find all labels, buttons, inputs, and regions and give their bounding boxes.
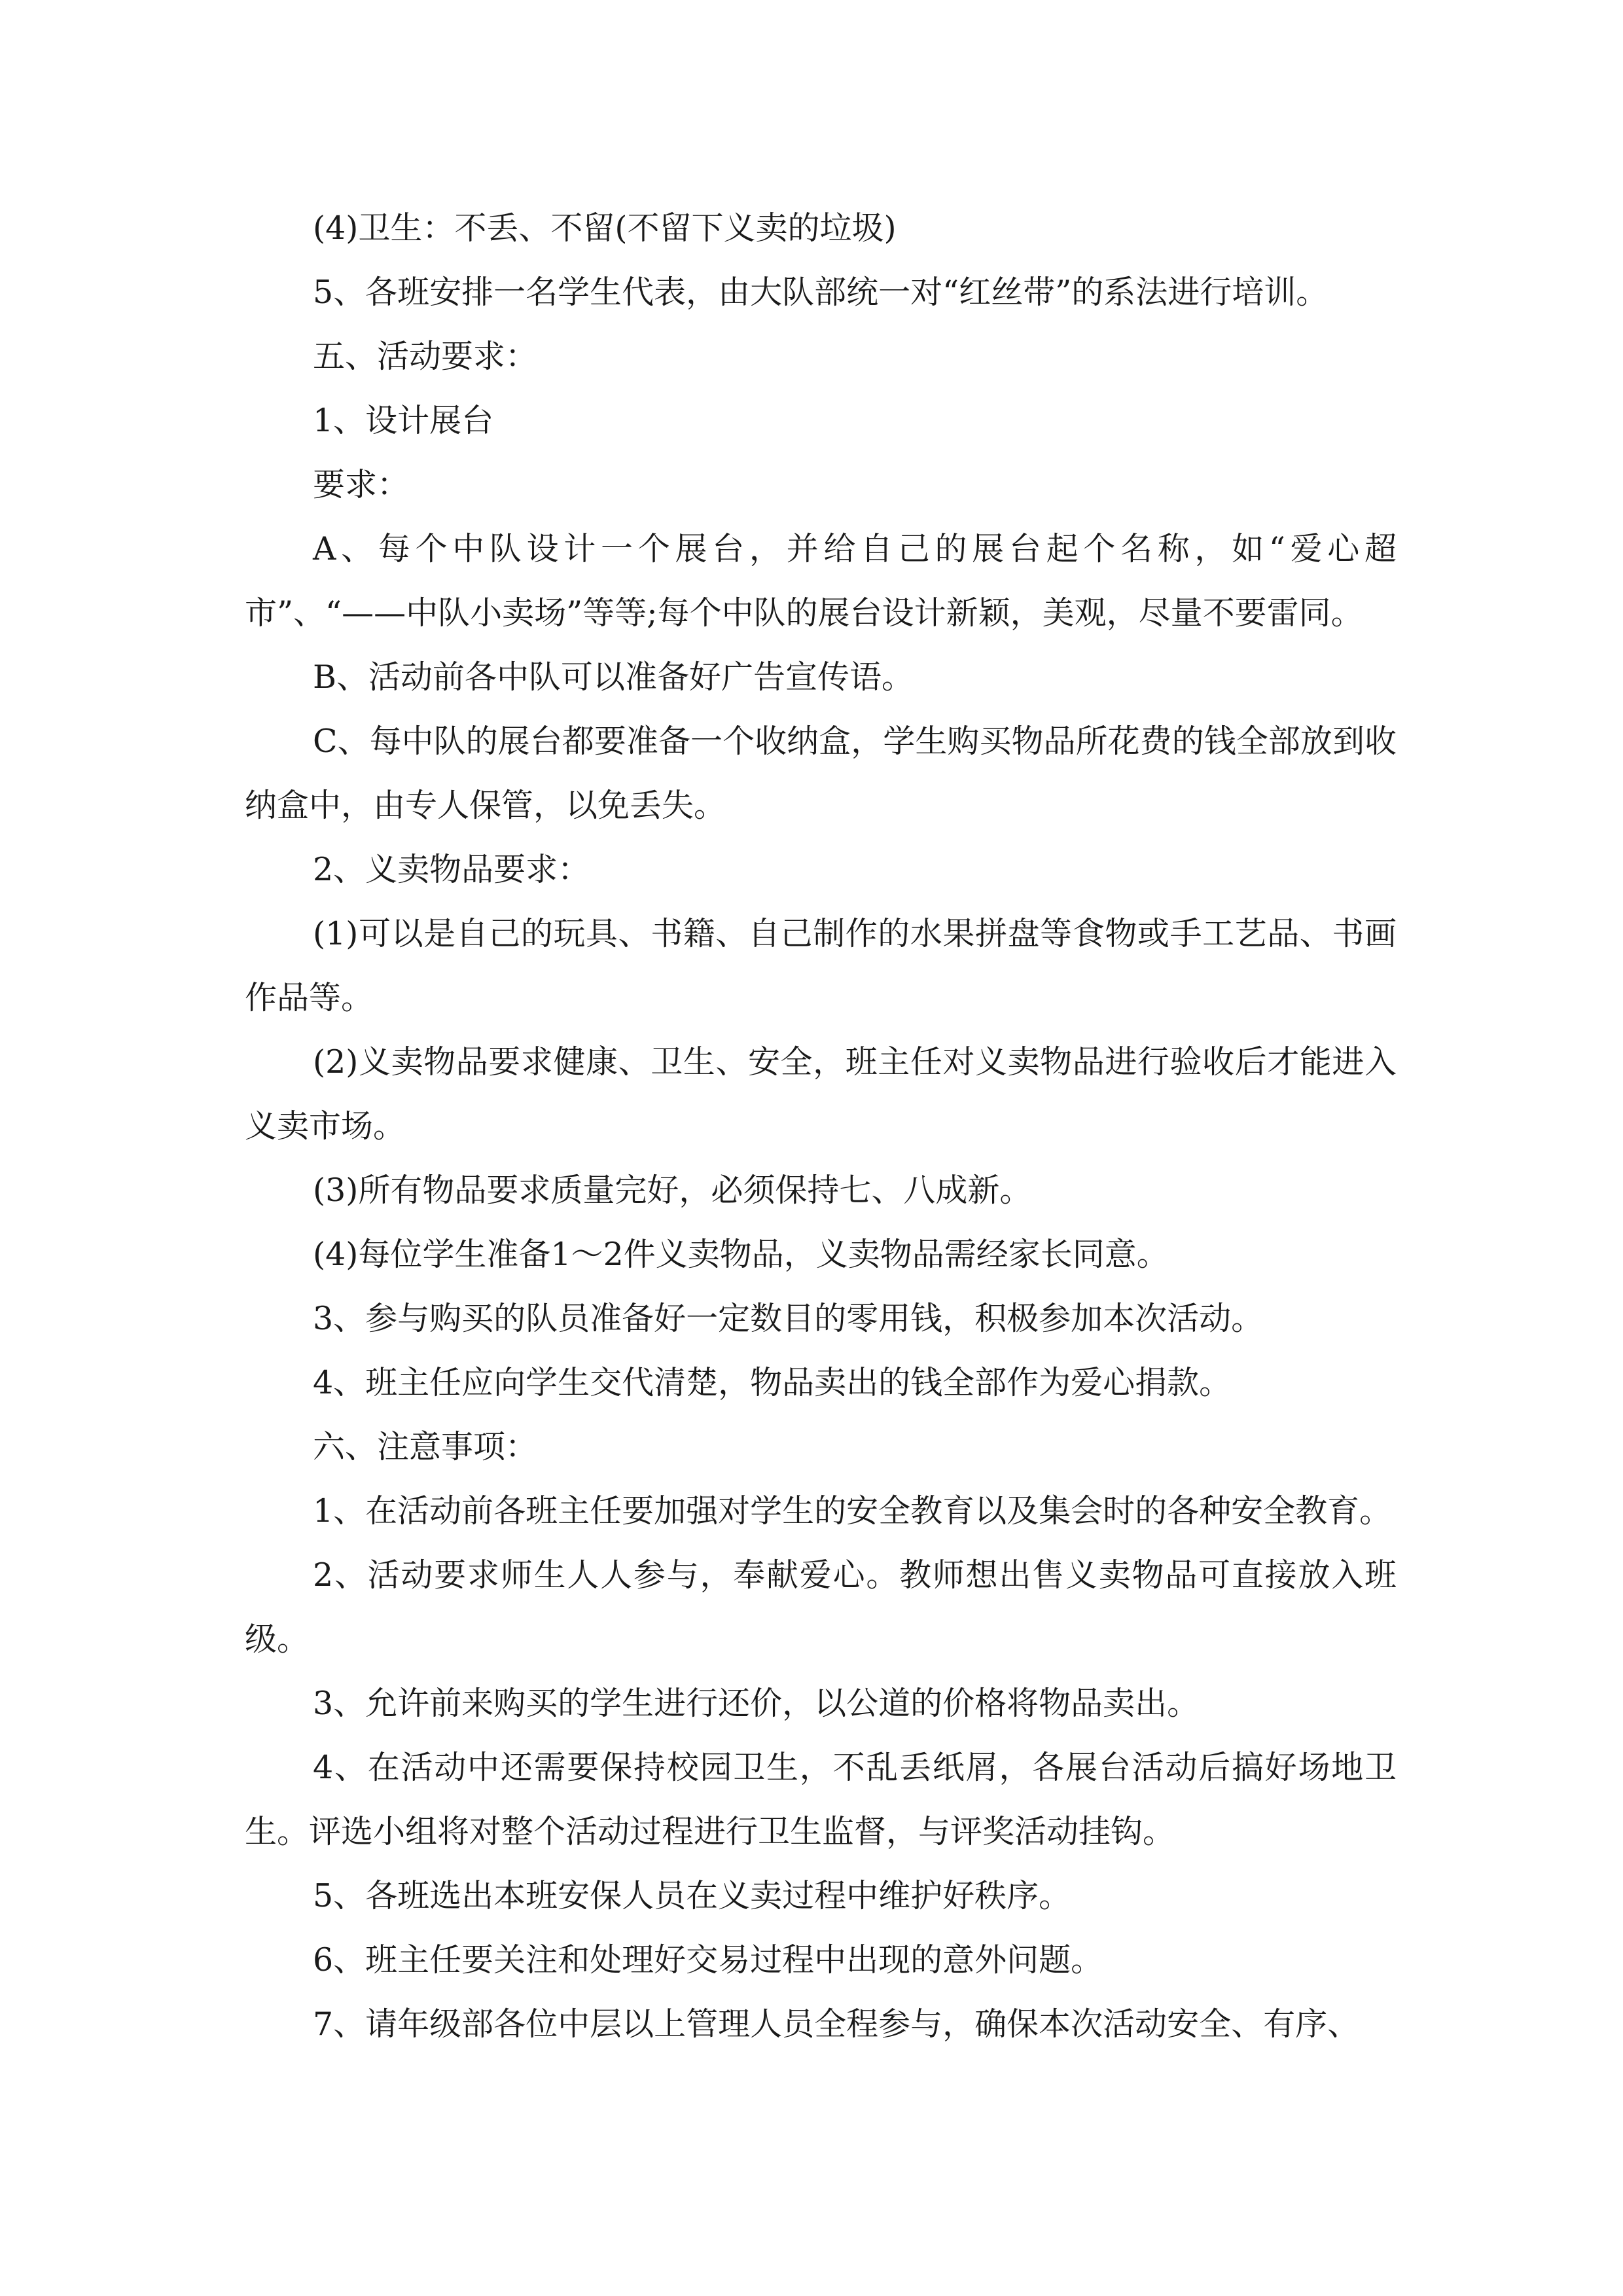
section-heading-notes: 六、注意事项： xyxy=(313,1428,538,1465)
document-body xyxy=(245,196,1397,2056)
paragraph-slogans: B、活动前各中队可以准备好广告宣传语。 xyxy=(313,658,914,696)
paragraph-security-staff: 5、各班选出本班安保人员在义卖过程中维护好秩序。 xyxy=(313,1877,1071,1914)
section-heading-requirements: 五、活动要求： xyxy=(313,338,538,375)
paragraph-item-safety: (2)义卖物品要求健康、卫生、安全，班主任对义卖物品进行验收后才能进入义卖市场。 xyxy=(245,1043,1397,1145)
paragraph-item-count: (4)每位学生准备1～2件义卖物品，义卖物品需经家长同意。 xyxy=(313,1236,1169,1273)
subheading-booth-design: 1、设计展台 xyxy=(313,402,494,439)
paragraph-item-types: (1)可以是自己的玩具、书籍、自己制作的水果拼盘等食物或手工艺品、书画作品等。 xyxy=(245,915,1397,1016)
paragraph-unexpected-issues: 6、班主任要关注和处理好交易过程中出现的意外问题。 xyxy=(313,1941,1103,1979)
paragraph-hygiene-rule: (4)卫生：不丢、不留(不留下义卖的垃圾) xyxy=(313,209,897,247)
paragraph-donation: 4、班主任应向学生交代清楚，物品卖出的钱全部作为爱心捐款。 xyxy=(313,1364,1232,1401)
paragraph-bargaining: 3、允许前来购买的学生进行还价，以公道的价格将物品卖出。 xyxy=(313,1685,1200,1722)
paragraph-booth-naming: A、每个中队设计一个展台，并给自己的展台起个名称，如“爱心超市”、“——中队小卖场”等等;每个中队的展台设计新颖，美观，尽量不要雷同。 xyxy=(245,530,1397,632)
paragraph-item-quality: (3)所有物品要求质量完好，必须保持七、八成新。 xyxy=(313,1172,1032,1209)
paragraph-management-participation: 7、请年级部各位中层以上管理人员全程参与，确保本次活动安全、有序、 xyxy=(313,2005,1360,2043)
paragraph-safety-education: 1、在活动前各班主任要加强对学生的安全教育以及集会时的各种安全教育。 xyxy=(313,1492,1392,1530)
paragraph-cash-box: C、每中队的展台都要准备一个收纳盒，学生购买物品所花费的钱全部放到收纳盒中，由专人保管，以免丢失。 xyxy=(245,723,1397,824)
paragraph-campus-hygiene: 4、在活动中还需要保持校园卫生，不乱丢纸屑，各展台活动后搞好场地卫生。评选小组将对整个活动过程进行卫生监督，与评奖活动挂钩。 xyxy=(245,1749,1397,1850)
paragraph-ribbon-training: 5、各班安排一名学生代表，由大队部统一对“红丝带”的系法进行培训。 xyxy=(313,274,1329,311)
paragraph-pocket-money: 3、参与购买的队员准备好一定数目的零用钱，积极参加本次活动。 xyxy=(313,1300,1264,1337)
paragraph-participation: 2、活动要求师生人人参与，奉献爱心。教师想出售义卖物品可直接放入班级。 xyxy=(245,1556,1397,1658)
label-requirements: 要求： xyxy=(313,466,410,503)
subheading-item-requirements: 2、义卖物品要求： xyxy=(313,851,590,888)
